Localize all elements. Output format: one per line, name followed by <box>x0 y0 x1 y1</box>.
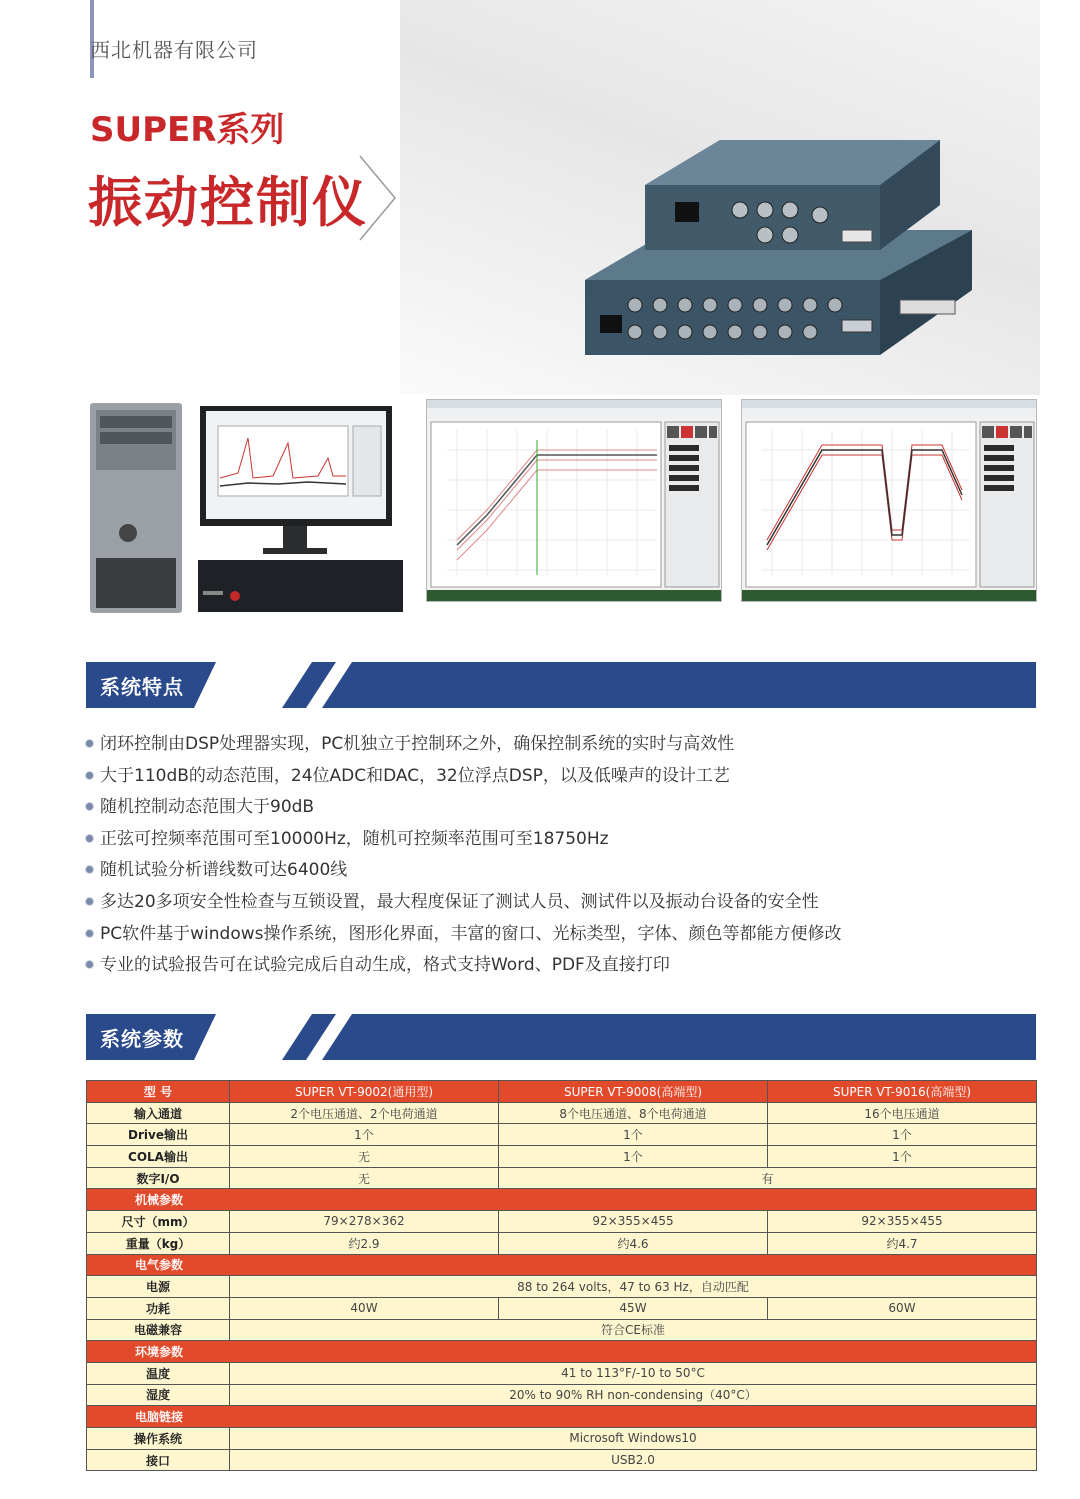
company-name: 西北机器有限公司 <box>90 38 258 62</box>
section-row <box>87 1341 1037 1363</box>
cell: 无 <box>230 1167 499 1189</box>
cell: 1个 <box>230 1124 499 1146</box>
cell: 约4.6 <box>499 1232 768 1254</box>
software-screenshot-sine <box>426 399 722 602</box>
feature-item: PC软件基于windows操作系统，图形化界面，丰富的窗口、光标类型，字体、颜色等都能方便修改 <box>86 920 1026 952</box>
spec-table <box>86 1080 1037 1471</box>
table-row <box>87 1146 1037 1168</box>
params-title: 系统参数 <box>100 1027 184 1051</box>
controller-hardware-photo <box>580 110 975 375</box>
table-row <box>87 1167 1037 1189</box>
series-title: SUPER系列 <box>90 110 285 150</box>
feature-item: 多达20多项安全性检查与互锁设置，最大程度保证了测试人员、测试件以及振动台设备的安全性 <box>86 888 1026 920</box>
cell: Microsoft Windows10 <box>230 1428 1037 1450</box>
params-banner <box>86 1014 1036 1060</box>
feature-item: 闭环控制由DSP处理器实现，PC机独立于控制环之外，确保控制系统的实时与高效性 <box>86 730 1026 762</box>
features-list <box>86 730 1026 983</box>
cell: 1个 <box>768 1146 1037 1168</box>
section-label: 电气参数 <box>87 1254 1037 1276</box>
cell: 20% to 90% RH non-condensing（40°C） <box>230 1384 1037 1406</box>
software-screenshot-random <box>741 399 1037 602</box>
row-label: 数字I/O <box>87 1167 230 1189</box>
row-label: 尺寸（mm） <box>87 1211 230 1233</box>
cell: 8个电压通道、8个电荷通道 <box>499 1102 768 1124</box>
row-label: 电磁兼容 <box>87 1319 230 1341</box>
cell: USB2.0 <box>230 1449 1037 1471</box>
table-row <box>87 1449 1037 1471</box>
feature-item: 大于110dB的动态范围，24位ADC和DAC，32位浮点DSP，以及低噪声的设计工艺 <box>86 762 1026 794</box>
row-label: 接口 <box>87 1449 230 1471</box>
feature-item: 专业的试验报告可在试验完成后自动生成，格式支持Word、PDF及直接打印 <box>86 951 1026 983</box>
cell: 2个电压通道、2个电荷通道 <box>230 1102 499 1124</box>
row-label: COLA输出 <box>87 1146 230 1168</box>
cell: 1个 <box>499 1124 768 1146</box>
cell: 1个 <box>768 1124 1037 1146</box>
table-row <box>87 1276 1037 1298</box>
cell: 约2.9 <box>230 1232 499 1254</box>
table-row <box>87 1211 1037 1233</box>
cell: 符合CE标准 <box>230 1319 1037 1341</box>
cell: 41 to 113°F/-10 to 50°C <box>230 1362 1037 1384</box>
row-label: 温度 <box>87 1362 230 1384</box>
section-row <box>87 1254 1037 1276</box>
table-row <box>87 1102 1037 1124</box>
cell: 有 <box>499 1167 1037 1189</box>
row-label: 输入通道 <box>87 1102 230 1124</box>
row-label: Drive输出 <box>87 1124 230 1146</box>
pc-workstation-photo <box>88 398 408 618</box>
section-label: 电脑链接 <box>87 1406 1037 1428</box>
product-title: 振动控制仪 <box>88 171 368 234</box>
cell: 约4.7 <box>768 1232 1037 1254</box>
table-row <box>87 1428 1037 1450</box>
features-banner <box>86 662 1036 708</box>
section-row <box>87 1189 1037 1211</box>
feature-item: 随机试验分析谱线数可达6400线 <box>86 856 1026 888</box>
table-row <box>87 1319 1037 1341</box>
table-header-row <box>87 1081 1037 1103</box>
cell: 45W <box>499 1297 768 1319</box>
feature-item: 随机控制动态范围大于90dB <box>86 793 1026 825</box>
row-label: 操作系统 <box>87 1428 230 1450</box>
section-label: 机械参数 <box>87 1189 1037 1211</box>
cell: 88 to 264 volts，47 to 63 Hz，自动匹配 <box>230 1276 1037 1298</box>
cell: 16个电压通道 <box>768 1102 1037 1124</box>
feature-item: 正弦可控频率范围可至10000Hz，随机可控频率范围可至18750Hz <box>86 825 1026 857</box>
table-row <box>87 1362 1037 1384</box>
row-label: 湿度 <box>87 1384 230 1406</box>
cell: 1个 <box>499 1146 768 1168</box>
cell: 40W <box>230 1297 499 1319</box>
model-label: 型 号 <box>87 1081 230 1103</box>
row-label: 重量（kg） <box>87 1232 230 1254</box>
table-row <box>87 1297 1037 1319</box>
chevron-right-icon <box>355 152 400 244</box>
cell: 79×278×362 <box>230 1211 499 1233</box>
section-label: 环境参数 <box>87 1341 1037 1363</box>
cell: 92×355×455 <box>499 1211 768 1233</box>
row-label: 电源 <box>87 1276 230 1298</box>
cell: 60W <box>768 1297 1037 1319</box>
table-row <box>87 1384 1037 1406</box>
model-col3: SUPER VT-9016(高端型) <box>768 1081 1037 1103</box>
features-title: 系统特点 <box>100 675 184 699</box>
model-col2: SUPER VT-9008(高端型) <box>499 1081 768 1103</box>
model-col1: SUPER VT-9002(通用型) <box>230 1081 499 1103</box>
table-row <box>87 1124 1037 1146</box>
cell: 无 <box>230 1146 499 1168</box>
cell: 92×355×455 <box>768 1211 1037 1233</box>
table-row <box>87 1232 1037 1254</box>
section-row <box>87 1406 1037 1428</box>
row-label: 功耗 <box>87 1297 230 1319</box>
